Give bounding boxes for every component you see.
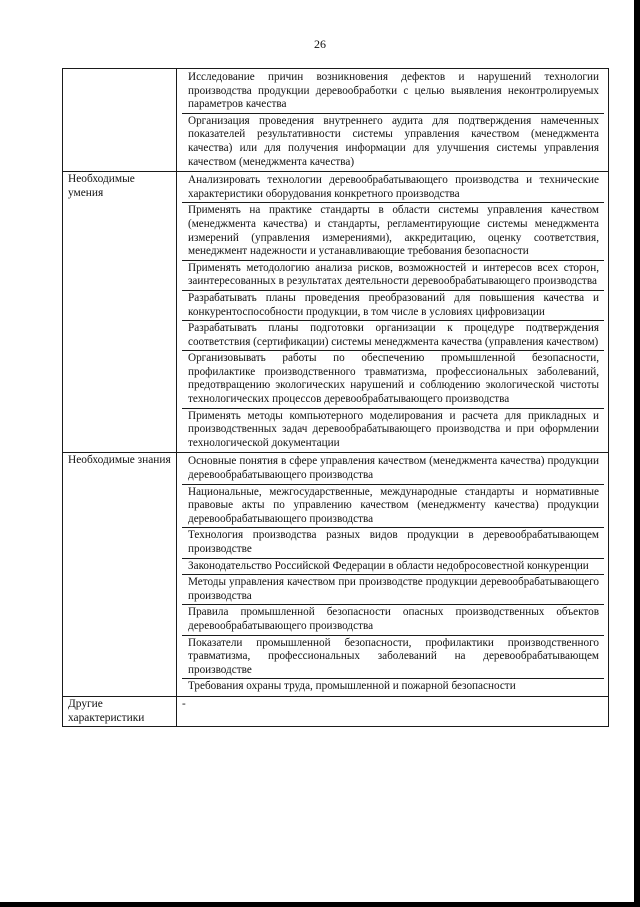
list-item: Разрабатывать планы подготовки организации к процедуре подтверждения соответствия (сертификации) системы менеджмента качества (управления качеством) [182, 321, 604, 351]
list-item: Технология производства разных видов продукции в деревообрабатывающем производстве [182, 528, 604, 558]
list-item: Законодательство Российской Федерации в области недобросовестной конкуренции [182, 559, 604, 576]
list-item: Применять методологию анализа рисков, возможностей и интересов всех сторон, заинтересованных в результатах деятельности деревообрабатывающего производства [182, 261, 604, 291]
list-item: Анализировать технологии деревообрабатывающего производства и технические характеристики оборудования конкретного производства [182, 173, 604, 203]
scan-edge-bottom [0, 902, 640, 907]
list-item: Показатели промышленной безопасности, профилактики производственного травматизма, профессиональных заболеваний на деревообрабатывающем производстве [182, 636, 604, 680]
list-item: Разрабатывать планы проведения преобразований для повышения качества и конкурентоспособности продукции, в том числе в условиях цифровизации [182, 291, 604, 321]
table-row [63, 453, 609, 697]
list-item: Исследование причин возникновения дефектов и нарушений технологии производства продукции деревообработки с целью выявления неконтролируемых параметров качества [182, 70, 604, 114]
row-label-knowledge: Необходимые знания [63, 453, 177, 697]
row-content [177, 69, 609, 172]
table-row [63, 696, 609, 726]
row-label-skills: Необходимые умения [63, 172, 177, 453]
scan-edge-right [634, 0, 640, 907]
row-label-other: Другие характеристики [63, 696, 177, 726]
row-content-skills [177, 172, 609, 453]
list-item: Национальные, межгосударственные, международные стандарты и нормативные правовые акты по управлению качеством (менеджменту качества) продукции деревообрабатывающего производства [182, 485, 604, 529]
row-content-knowledge [177, 453, 609, 697]
page-number: 26 [314, 37, 326, 51]
table-row [63, 172, 609, 453]
list-item: Правила промышленной безопасности опасных производственных объектов деревообрабатывающего производства [182, 605, 604, 635]
list-item: Требования охраны труда, промышленной и пожарной безопасности [188, 680, 516, 693]
requirements-table [62, 68, 609, 727]
list-item: Методы управления качеством при производстве продукции деревообрабатывающего производства [182, 575, 604, 605]
list-item: Организовывать работы по обеспечению промышленной безопасности, профилактике производственного травматизма, профессиональных заболеваний, предотвращению экологических нарушений и соблюдению экологической чистоты технологических процессов деревообрабатывающего производства [182, 351, 604, 408]
row-content-other: - [177, 696, 609, 726]
table-row [63, 69, 609, 172]
row-label [63, 69, 177, 172]
list-item: Основные понятия в сфере управления качеством (менеджмента качества) продукции деревообрабатывающего производства [182, 454, 604, 484]
list-item: Организация проведения внутреннего аудита для подтверждения намеченных показателей результативности системы управления качеством (менеджмента качества) или для получения информации для улучшения системы управления качеством (менеджмента качества) [188, 114, 599, 168]
list-item: Применять методы компьютерного моделирования и расчета для прикладных и производственных задач деревообрабатывающего производства и при оформлении технологической документации [188, 409, 599, 449]
list-item: Применять на практике стандарты в области системы управления качеством (менеджмента качества) и стандарты, регламентирующие системы менеджмента измерений (управления измерениями), аккредитацию, оценку соответствия, менеджмент надежности и устанавливающие требования безопасности [182, 203, 604, 260]
